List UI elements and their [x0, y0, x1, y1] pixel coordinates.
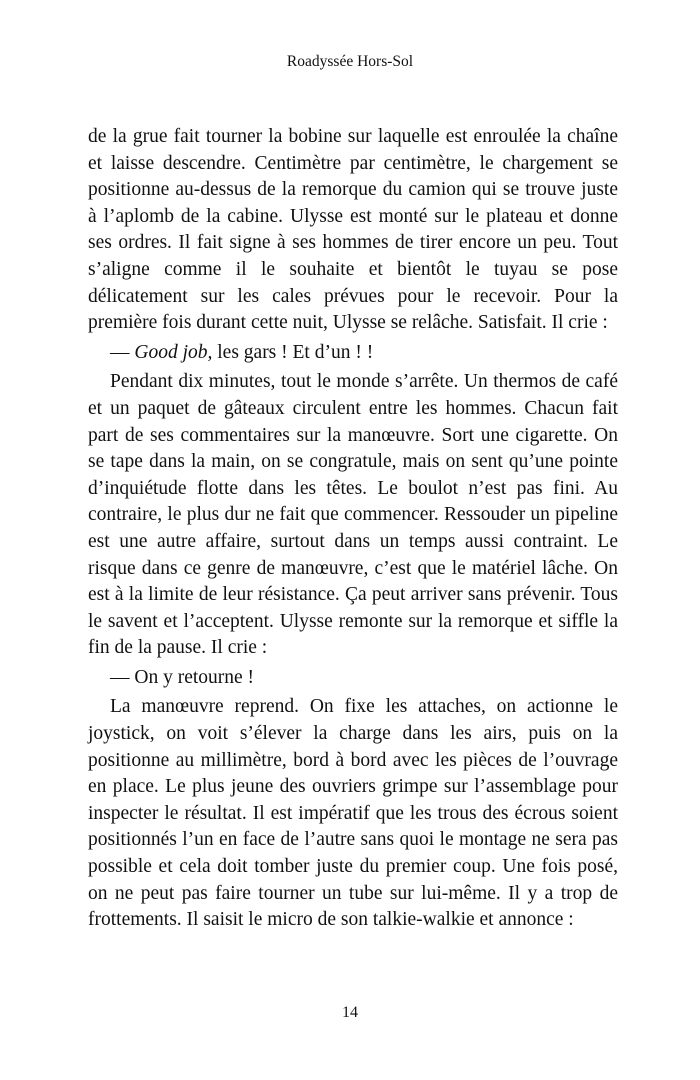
- dialogue-rest: les gars ! Et d’un ! !: [212, 341, 374, 363]
- dialogue-good-job: [88, 340, 618, 367]
- running-head: Roadyssée Hors-Sol: [286, 53, 414, 70]
- dialogue-italic: Good job,: [134, 341, 213, 363]
- body-text: [88, 124, 618, 937]
- dialogue-on-y-retourne: — On y retourne !: [110, 666, 255, 688]
- paragraph-3: La manœuvre reprend. On fixe les attaches, on actionne le joystick, on voit s’élever la charge dans les airs, puis on la positionne au millimètre, bord à bord avec les pièces de l’ouvrage en place. Le plus jeune des ouvriers grimpe sur l’assemblage pour inspecter le résultat. Il est impératif que les trous des écrous soient positionnés l’un en face de l’autre sans quoi le montage ne sera pas possible et cela doit tomber juste du premier coup. Une fois posé, on ne peut pas faire tourner un tube sur lui-même. Il y a trop de frottements. Il saisit le micro de son talkie-walkie et annonce :: [88, 696, 618, 931]
- page-number: 14: [342, 1004, 358, 1021]
- paragraph-2: Pendant dix minutes, tout le monde s’arrête. Un thermos de café et un paquet de gâteaux circulent entre les hommes. Chacun fait part de ses commentaires sur la manœuvre. Sort une cigarette. On se tape dans la main, on se congratule, mais on sent qu’une pointe d’inquiétude flotte dans les têtes. Le boulot n’est pas fini. Au contraire, le plus dur ne fait que commencer. Ressouder un pipeline est une autre affaire, surtout dans un temps aussi contraint. Le risque dans ce genre de manœuvre, c’est que le matériel lâche. On est à la limite de leur résistance. Ça peut arriver sans prévenir. Tous le savent et l’acceptent. Ulysse remonte sur la remorque et siffle la fin de la pause. Il crie :: [88, 371, 618, 659]
- dialogue-dash: —: [110, 341, 135, 363]
- paragraph-1: de la grue fait tourner la bobine sur laquelle est enroulée la chaîne et laisse descendre. Centimètre par centimètre, le chargement se positionne au-dessus de la remorque du camion qui se trouve juste à l’aplomb de la cabine. Ulysse est monté sur le plateau et donne ses ordres. Il fait signe à ses hommes de tirer encore un peu. Tout s’aligne comme il le souhaite et bientôt le tuyau se pose délicatement sur les cales prévues pour le recevoir. Pour la première fois durant cette nuit, Ulysse se relâche. Satisfait. Il crie :: [88, 126, 618, 334]
